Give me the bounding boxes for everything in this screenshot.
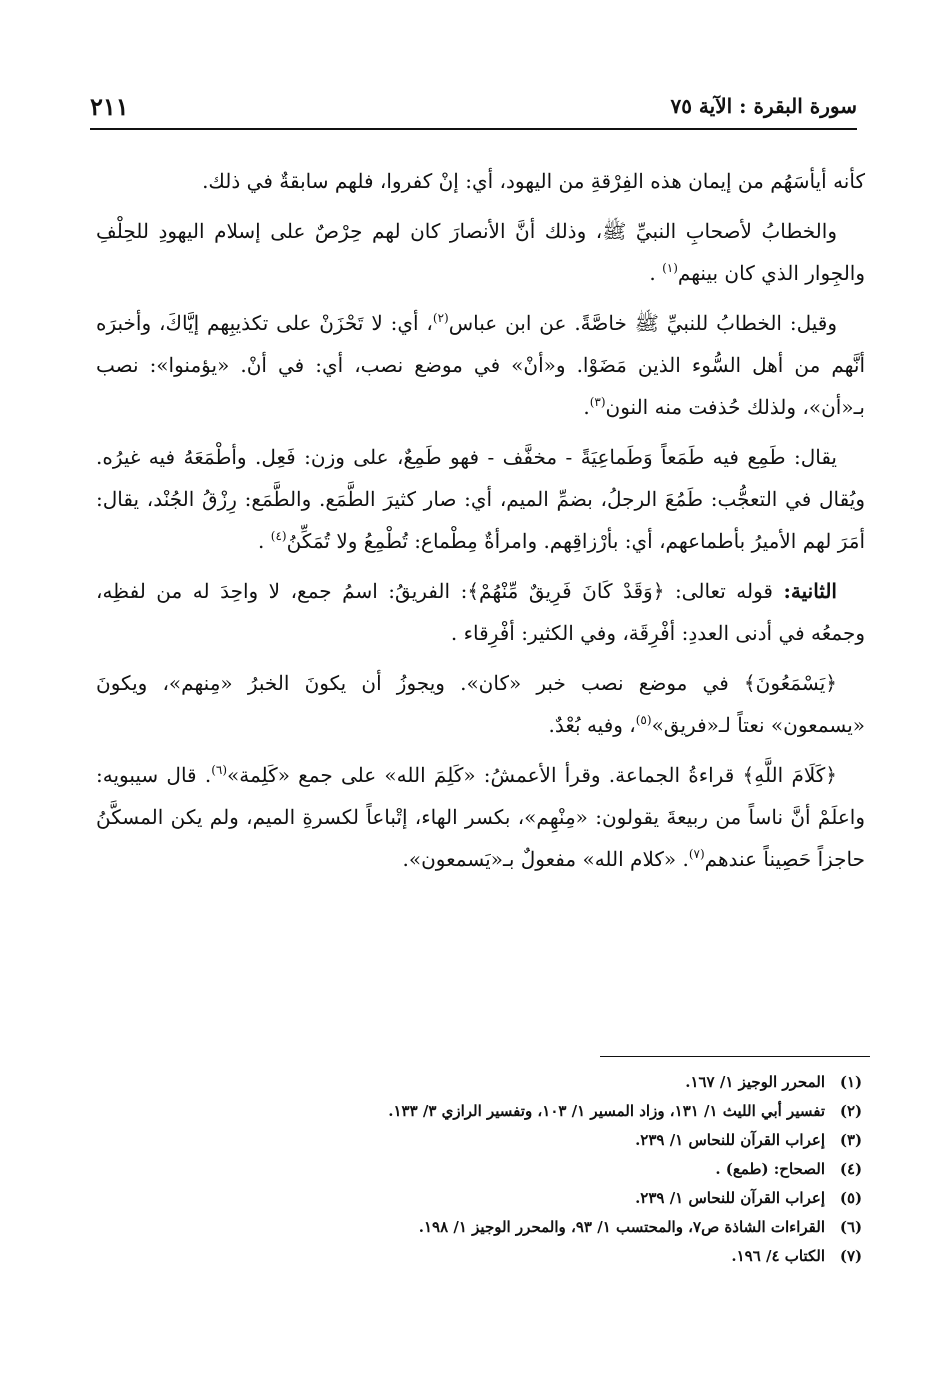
footnote-text: القراءات الشاذة ص٧، والمحتسب ١/ ٩٣، والمحرر الوجيز ١/ ١٩٨. — [418, 1218, 825, 1236]
paragraph-text: ﴿يَسْمَعُونَ﴾ في موضع نصب خبر «كان». ويجوزُ أن يكونَ الخبرُ «مِنهم»، ويكونَ «يسمعون» نعتاً لـ«فريق» — [96, 671, 865, 737]
footnote — [96, 1213, 865, 1242]
footnote-text: الصحاح: (طمع) . — [715, 1160, 825, 1178]
section-lead: الثانية: — [783, 579, 837, 603]
paragraph-text: كأنه أيأسَهُم من إيمان هذه الفِرْقةِ من اليهود، أي: إنْ كفروا، فلهم سابقةٌ في ذلك. — [202, 169, 865, 193]
footnote-text: إعراب القرآن للنحاس ١/ ٢٣٩. — [635, 1131, 825, 1149]
footnote-text: الكتاب ٤/ ١٩٦. — [731, 1247, 825, 1265]
running-title: سورة البقرة : الآية ٧٥ — [670, 94, 857, 118]
paragraph-text: ، أي: لا تَحْزَنْ على تكذيبِهم إيَّاكَ، وأخبرَه أنَّهم من أهل السُّوء الذين مَضَوْا. و«أنْ» في موضع نصب، أي: في أنْ. «يؤمنوا»: نصب بـ«أن»، ولذلك حُذفت منه النون — [96, 311, 865, 419]
footnotes — [96, 1068, 865, 1271]
footnote — [96, 1242, 865, 1271]
footnote-text: تفسير أبي الليث ١/ ١٣١، وزاد المسير ١/ ١٠٣، وتفسير الرازي ٣/ ١٣٣. — [388, 1102, 825, 1120]
footnote — [96, 1126, 865, 1155]
paragraph — [96, 436, 865, 562]
paragraph-text: والخطابُ لأصحابِ النبيِّ ﷺ، وذلك أنَّ الأنصارَ كان لهم حِرْصٌ على إسلام اليهودِ للحِلْفِ والجِوار الذي كان بينهم — [96, 219, 865, 285]
footnote-number: (٦) — [839, 1218, 863, 1236]
paragraph — [96, 754, 865, 880]
paragraph-text: . — [258, 529, 271, 553]
footnote-number: (٥) — [839, 1189, 863, 1207]
page-number: ٢١١ — [90, 91, 129, 121]
footnote-ref: (١) — [662, 261, 678, 275]
paragraph — [96, 302, 865, 428]
paragraph — [96, 210, 865, 294]
footnote-number: (٤) — [839, 1160, 863, 1178]
header-rule — [90, 128, 857, 130]
body-text — [96, 160, 865, 888]
footnote-ref: (٢) — [432, 311, 449, 325]
paragraph — [96, 662, 865, 746]
paragraph-text: . قال سيبويه: واعلَمْ أنَّ ناساً من ربيعةَ يقولون: «مِنْهِم»، بكسر الهاء، إتْباعاً لكسرةِ الميم، ولم يكن المسكَّنُ حاجزاً حَصِيناً عندهم — [96, 763, 865, 871]
footnote-ref: (٧) — [688, 847, 705, 861]
footnote-number: (١) — [839, 1073, 863, 1091]
footnote — [96, 1184, 865, 1213]
footnote-number: (٣) — [839, 1131, 863, 1149]
footnote-text: المحرر الوجيز ١/ ١٦٧. — [685, 1073, 825, 1091]
footnote-ref: (٦) — [211, 763, 228, 777]
paragraph — [96, 570, 865, 654]
footnote-ref: (٣) — [589, 395, 606, 409]
footnote — [96, 1155, 865, 1184]
paragraph — [96, 160, 865, 202]
paragraph-text: يقال: طَمِع فيه طَمَعاً وَطَماعِيَةً - مخفَّف - فهو طَمِعٌ، على وزن: فَعِل. وأطْمَعَهُ فيه غيرُه. ويُقال في التعجُّب: طَمُعَ الرجلُ، بضمِّ الميم، أي: صار كثيرَ الطَّمَع. والطَّمَع: رِزْقُ الجُنْد، يقال: أمَرَ لهم الأميرُ بأطماعهم، أي: بأرْزاقِهم. وامرأةٌ مِطْماع: تُطْمِعُ ولا تُمَكِّنُ — [96, 445, 865, 553]
paragraph-text: . — [583, 395, 590, 419]
footnote-number: (٧) — [839, 1247, 863, 1265]
footnote — [96, 1097, 865, 1126]
footnote-number: (٢) — [839, 1102, 863, 1120]
paragraph-text: . «كلام الله» مفعولٌ بـ«يَسمعون». — [402, 847, 689, 871]
paragraph-text: قوله تعالى: ﴿وَقَدْ كَانَ فَرِيقٌ مِّنْهُمْ﴾: الفريقُ: اسمُ جمع، لا واحِدَ له من لفظِه، وجمعُه في أدنى العددِ: أفْرِقَة، وفي الكثير: أفْرِقاء . — [96, 579, 865, 645]
paragraph-text: ﴿كَلَامَ اللَّهِ﴾ قراءةُ الجماعة. وقرأ الأعمشُ: «كَلِمَ الله» على جمع «كَلِمة» — [227, 763, 837, 787]
footnote-ref: (٥) — [635, 713, 652, 727]
paragraph-text: . — [649, 261, 663, 285]
footnote-separator — [600, 1056, 870, 1057]
footnote-ref: (٤) — [270, 529, 287, 543]
page-header — [90, 86, 857, 126]
footnote — [96, 1068, 865, 1097]
footnote-text: إعراب القرآن للنحاس ١/ ٢٣٩. — [635, 1189, 825, 1207]
paragraph-text: ، وفيه بُعْدٌ. — [548, 713, 636, 737]
paragraph-text: وقيل: الخطابُ للنبيِّ ﷺ خاصَّةً. عن ابن عباس — [448, 311, 837, 335]
